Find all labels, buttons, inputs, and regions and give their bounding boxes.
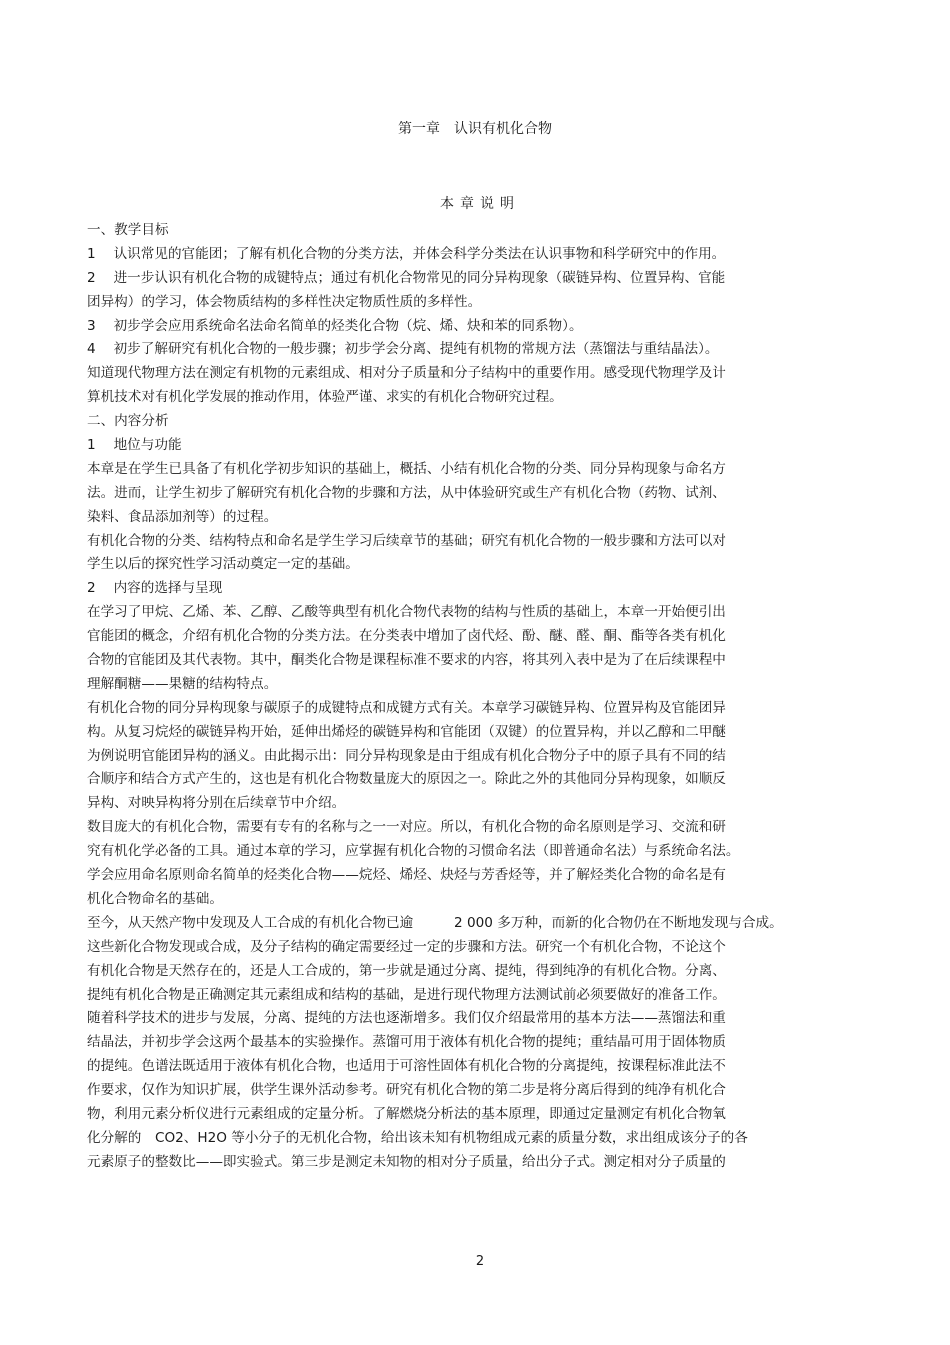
text-line: 二、内容分析 [87,413,169,430]
text-line: 的提纯。色谱法既适用于液体有机化合物，也适用于可溶性固体有机化合物的分离提纯，按课程标准此法不 [87,1058,726,1075]
text-line: 作要求，仅作为知识扩展，供学生课外活动参考。研究有机化合物的第二步是将分离后得到的纯净有机化合 [87,1082,726,1099]
text-line: 学生以后的探究性学习活动奠定一定的基础。 [87,556,359,573]
text-line [87,1175,847,1199]
text-line: 物，利用元素分析仪进行元素组成的定量分析。了解燃烧分析法的基本原理，即通过定量测定有机化合物氧 [87,1105,726,1122]
text-line: 元素原子的整数比——即实验式。第三步是测定未知物的相对分子质量，给出分子式。测定相对分子质量的 [87,1153,726,1170]
text-line: 3 初步学会应用系统命名法命名简单的烃类化合物（烷、烯、炔和苯的同系物）。 [87,317,583,334]
text-line: 有机化合物的分类、结构特点和命名是学生学习后续章节的基础；研究有机化合物的一般步骤和方法可以对 [87,532,726,549]
text-line: 理解酮糖——果糖的结构特点。 [87,675,278,692]
text-line: 这些新化合物发现或合成，及分子结构的确定需要经过一定的步骤和方法。研究一个有机化合物，不论这个 [87,938,726,955]
text-line: 至今，从天然产物中发现及人工合成的有机化合物已逾 2 000 多万种，而新的化合物仍在不断地发现与合成。 [87,914,783,931]
text-line: 学会应用命名原则命名简单的烃类化合物——烷烃、烯烃、炔烃与芳香烃等，并了解烃类化合物的命名是有 [87,867,726,884]
text-line: 1 认识常见的官能团；了解有机化合物的分类方法，并体会科学分类法在认识事物和科学研究中的作用。 [87,245,726,262]
text-line: 2 进一步认识有机化合物的成键特点；通过有机化合物常见的同分异构现象（碳链异构、位置异构、官能 [87,269,726,286]
text-line: 数目庞大的有机化合物，需要有专有的名称与之一一对应。所以，有机化合物的命名原则是学习、交流和研 [87,819,726,836]
text-line: 为例说明官能团异构的涵义。由此揭示出：同分异构现象是由于组成有机化合物分子中的原子具有不同的结 [87,747,726,764]
text-line: 官能团的概念，介绍有机化合物的分类方法。在分类表中增加了卤代烃、酚、醚、醛、酮、酯等各类有机化 [87,628,726,645]
text-line: 本章是在学生已具备了有机化学初步知识的基础上，概括、小结有机化合物的分类、同分异构现象与命名方 [87,460,726,477]
text-line: 算机技术对有机化学发展的推动作用，体验严谨、求实的有机化合物研究过程。 [87,389,563,406]
page-number: 2 [475,1254,485,1269]
text-line: 机化合物命名的基础。 [87,890,223,907]
text-line: 异构、对映异构将分别在后续章节中介绍。 [87,795,346,812]
text-line: 化分解的 CO2、H2O 等小分子的无机化合物，给出该未知有机物组成元素的质量分数，求出组成该分子的各 [87,1129,748,1146]
text-line: 构。从复习烷烃的碳链异构开始，延伸出烯烃的碳链异构和官能团（双键）的位置异构，并以乙醇和二甲醚 [87,723,726,740]
text-line: 合顺序和结合方式产生的，这也是有机化合物数量庞大的原因之一。除此之外的其他同分异构现象，如顺反 [87,771,726,788]
text-line: 合物的官能团及其代表物。其中，酮类化合物是课程标准不要求的内容，将其列入表中是为了在后续课程中 [87,652,726,669]
text-line: 提纯有机化合物是正确测定其元素组成和结构的基础，是进行现代物理方法测试前必须要做好的准备工作。 [87,986,726,1003]
text-line: 有机化合物的同分异构现象与碳原子的成键特点和成键方式有关。本章学习碳链异构、位置异构及官能团异 [87,699,726,716]
chapter-title: 第一章 认识有机化合物 [398,121,552,137]
text-line: 4 初步了解研究有机化合物的一般步骤；初步学会分离、提纯有机物的常规方法（蒸馏法与重结晶法）。 [87,341,719,358]
section-title: 本章说明 [440,196,520,212]
text-line: 法。进而，让学生初步了解研究有机化合物的步骤和方法，从中体验研究或生产有机化合物（药物、试剂、 [87,484,726,501]
text-line: 2 内容的选择与呈现 [87,580,223,597]
text-line: 知道现代物理方法在测定有机物的元素组成、相对分子质量和分子结构中的重要作用。感受现代物理学及计 [87,365,726,382]
body-text [87,219,847,1199]
text-line: 随着科学技术的进步与发展，分离、提纯的方法也逐渐增多。我们仅介绍最常用的基本方法——蒸馏法和重 [87,1010,726,1027]
text-line: 染料、食品添加剂等）的过程。 [87,508,278,525]
text-line: 1 地位与功能 [87,437,182,454]
text-line: 一、教学目标 [87,222,169,238]
text-line: 结晶法，并初步学会这两个最基本的实验操作。蒸馏可用于液体有机化合物的提纯；重结晶可用于固体物质 [87,1034,726,1051]
text-line: 在学习了甲烷、乙烯、苯、乙醇、乙酸等典型有机化合物代表物的结构与性质的基础上，本章一开始便引出 [87,604,726,621]
text-line: 究有机化学必备的工具。通过本章的学习，应掌握有机化合物的习惯命名法（即普通命名法）与系统命名法。 [87,843,740,860]
text-line: 团异构）的学习，体会物质结构的多样性决定物质性质的多样性。 [87,293,482,310]
text-line: 有机化合物是天然存在的，还是人工合成的，第一步就是通过分离、提纯，得到纯净的有机化合物。分离、 [87,962,726,979]
